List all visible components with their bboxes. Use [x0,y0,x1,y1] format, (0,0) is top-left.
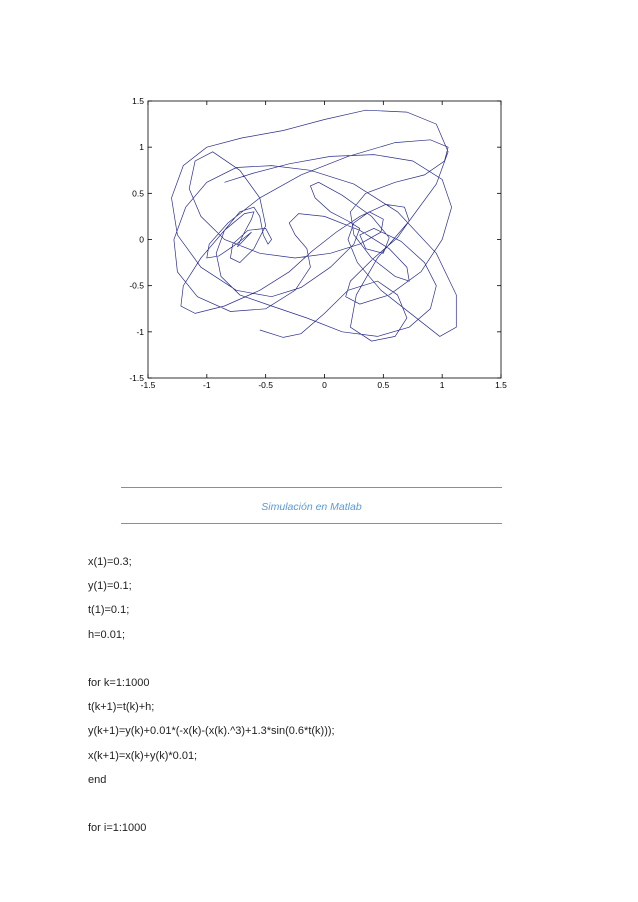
y-tick-label: 1 [139,142,144,153]
x-tick-label: 1 [439,380,445,390]
y-tick-label: -1 [136,326,144,337]
code-line: x(k+1)=x(k)+y(k)*0.01; [88,749,198,762]
phase-plot [0,0,638,420]
x-tick-label: 1.5 [495,380,507,390]
plot-axes-box [148,101,501,378]
x-tick-label: 0 [322,380,327,390]
trajectory-line [172,110,457,341]
caption-top-rule [121,487,502,488]
x-tick-label: -0.5 [258,380,273,390]
code-line: y(1)=0.1; [88,580,132,593]
figure-caption: Simulación en Matlab [261,501,362,513]
code-line: for k=1:1000 [88,677,150,689]
x-tick-label: 0.5 [377,380,390,390]
code-line: for i=1:1000 [88,822,147,835]
code-line: h=0.01; [88,628,126,641]
code-line: t(k+1)=t(k)+h; [88,701,155,714]
y-tick-label: 1.5 [132,96,144,106]
caption-bottom-rule [121,523,502,524]
code-line: t(1)=0.1; [88,604,130,617]
code-line: y(k+1)=y(k)+0.01*(-x(k)-(x(k).^3)+1.3*sin(0.6*t(k))); [88,725,335,738]
y-tick-label: -1.5 [129,373,144,383]
y-tick-label: 0.5 [132,188,144,199]
x-tick-label: -1.5 [140,380,156,390]
code-line: x(1)=0.3; [88,556,132,568]
y-tick-label: -0.5 [129,280,144,291]
x-tick-label: -1 [203,380,211,390]
y-tick-label: 0 [139,234,144,245]
code-line: end [88,773,107,786]
